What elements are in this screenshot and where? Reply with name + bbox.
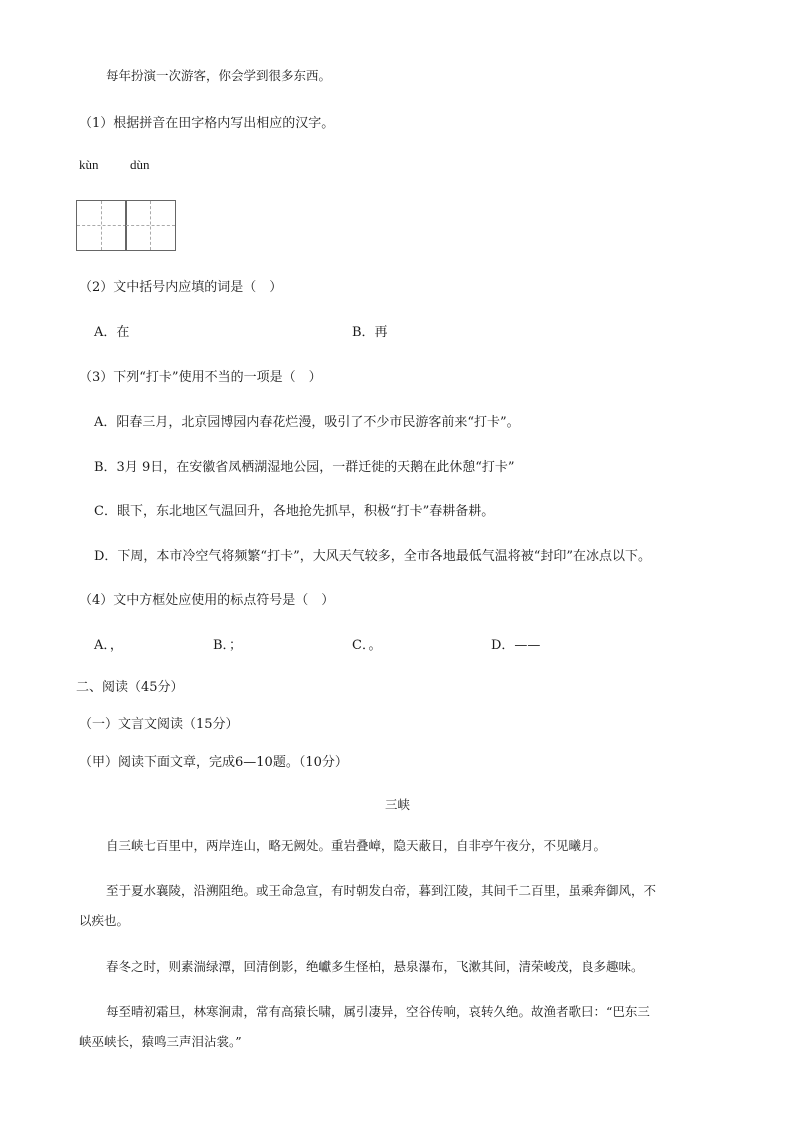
- q4-option-d: D．——: [491, 638, 541, 653]
- tianzige-cell-1[interactable]: [76, 200, 127, 251]
- passage-paragraph-2: 至于夏水襄陵，沿溯阻绝。或王命急宣，有时朝发白帝，暮到江陵，其间千二百里，虽乘奔御风，不: [106, 883, 657, 898]
- q2-option-b: B．再: [352, 325, 388, 340]
- tianzige-grid[interactable]: [76, 200, 176, 250]
- subsection-heading: （一）文言文阅读（15分）: [79, 717, 239, 732]
- intro-line: 每年扮演一次游客，你会学到很多东西。: [106, 68, 332, 83]
- q3-option-a: A．阳春三月，北京园博园内春花烂漫，吸引了不少市民游客前来“打卡”。: [94, 415, 520, 430]
- q4-option-b: B．；: [213, 638, 243, 653]
- q3-prompt: （3）下列“打卡”使用不当的一项是（ ）: [79, 370, 322, 385]
- q2-option-a: A．在: [94, 325, 130, 340]
- passage-paragraph-4: 每至晴初霜旦，林寒涧肃，常有高猿长啸，属引凄异，空谷传响，哀转久绝。故渔者歌曰：“巴东三: [106, 1004, 650, 1019]
- pinyin-dun: dùn: [130, 157, 150, 172]
- q2-prompt: （2）文中括号内应填的词是（ ）: [79, 280, 283, 295]
- q1-prompt: （1）根据拼音在田字格内写出相应的汉字。: [79, 116, 335, 131]
- passage-paragraph-3: 春冬之时，则素湍绿潭，回清倒影，绝巘多生怪柏，悬泉瀑布，飞漱其间，清荣峻茂，良多趣味。: [106, 959, 644, 974]
- tianzige-cell-2[interactable]: [125, 200, 176, 251]
- q4-option-a: A．，: [94, 638, 123, 653]
- q3-option-b: B．3月 9日，在安徽省凤栖湖湿地公园，一群迁徙的天鹅在此休憩“打卡”: [94, 460, 515, 475]
- passage-title: 三峡: [385, 797, 411, 812]
- passage-instruction: （甲）阅读下面文章，完成6—10题。（10分）: [79, 755, 348, 770]
- section-heading: 二、阅读（45分）: [76, 680, 184, 695]
- passage-paragraph-4-cont: 峡巫峡长，猿鸣三声泪沾裳。”: [79, 1034, 242, 1049]
- passage-paragraph-2-cont: 以疾也。: [79, 913, 130, 928]
- passage-paragraph-1: 自三峡七百里中，两岸连山，略无阙处。重岩叠嶂，隐天蔽日，自非亭午夜分，不见曦月。: [106, 838, 607, 853]
- q3-option-d: D．下周，本市冷空气将频繁“打卡”，大风天气较多，全市各地最低气温将被“封印”在冰点以下。: [94, 549, 652, 564]
- q4-prompt: （4）文中方框处应使用的标点符号是（ ）: [79, 593, 335, 608]
- q3-option-c: C．眼下，东北地区气温回升，各地抢先抓早，积极“打卡”春耕备耕。: [94, 504, 495, 519]
- q4-option-c: C．。: [352, 638, 382, 653]
- pinyin-kun: kùn: [79, 157, 99, 172]
